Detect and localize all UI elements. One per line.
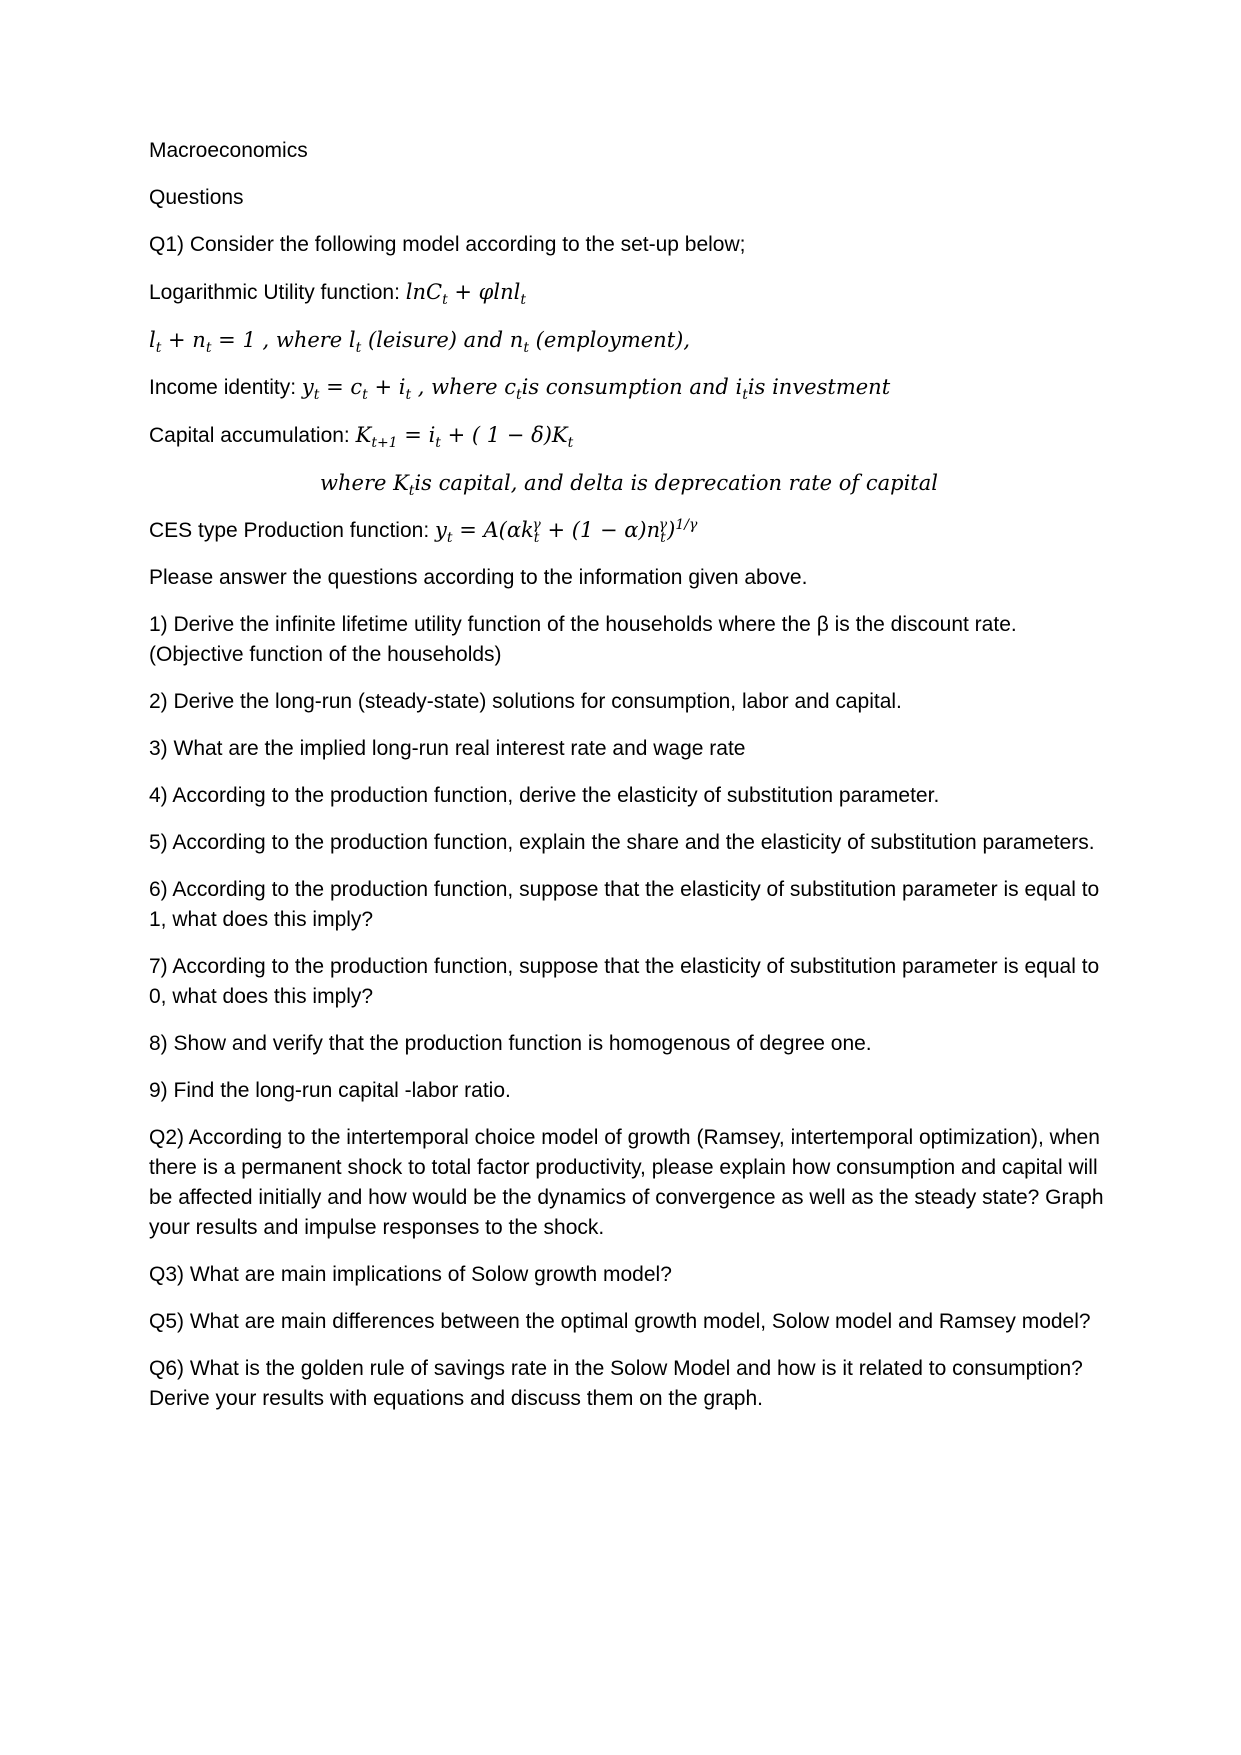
- capital-line: [149, 420, 1109, 451]
- question-9: 9) Find the long-run capital -labor ratio.: [149, 1079, 511, 1102]
- capital-formula: $K_{t+1} = i_t$ + ( $1 - \delta)K_t$: [355, 423, 574, 452]
- production-formula: $y_t = A(\alpha k_t^\gamma + (1 - \alpha)n_t^\gamma)^{1/\gamma}$: [435, 517, 698, 547]
- question-4: 4) According to the production function, derive the elasticity of substitution parameter.: [149, 784, 940, 807]
- question-5: 5) According to the production function, explain the share and the elasticity of substitution parameters.: [149, 831, 1095, 854]
- capital-note: where $K_tis$ capital, and delta is deprecation rate of capital: [320, 471, 938, 500]
- document-title: Macroeconomics: [149, 139, 308, 162]
- utility-formula: lnC$_t$ + φlnl$_t$: [405, 280, 526, 309]
- question-2: 2) Derive the long-run (steady-state) solutions for consumption, labor and capital.: [149, 690, 902, 713]
- utility-line: [149, 277, 1109, 308]
- income-line: [149, 372, 1109, 403]
- question-3: 3) What are the implied long-run real interest rate and wage rate: [149, 737, 746, 760]
- question-q3: Q3) What are main implications of Solow growth model?: [149, 1263, 672, 1286]
- constraint-formula: $l_t + n_t = 1$ , where $l_t$ (leisure) and $n_t$ (employment),: [149, 328, 691, 357]
- question-8: 8) Show and verify that the production function is homogenous of degree one.: [149, 1032, 872, 1055]
- question-7: 7) According to the production function, suppose that the elasticity of substitution parameter is equal to 0, what does this imply?: [149, 955, 1100, 1008]
- production-label: CES type Production function:: [149, 519, 430, 542]
- q1-intro: Q1) Consider the following model according to the set-up below;: [149, 233, 746, 256]
- document-subtitle: Questions: [149, 186, 244, 209]
- utility-label: Logarithmic Utility function:: [149, 281, 400, 304]
- question-q6: Q6) What is the golden rule of savings rate in the Solow Model and how is it related to consumption? Derive your results with equations and discuss them on the graph.: [149, 1357, 1083, 1410]
- production-line: [149, 515, 1109, 546]
- income-label: Income identity:: [149, 376, 297, 399]
- question-q2: Q2) According to the intertemporal choice model of growth (Ramsey, intertemporal optimization), when there is a permanent shock to total factor productivity, please explain how consumption and capital will be affected initially and how would be the dynamics of convergence as well as the steady state? Graph your results and impulse responses to the shock.: [149, 1126, 1104, 1239]
- question-6: 6) According to the production function, suppose that the elasticity of substitution parameter is equal to 1, what does this imply?: [149, 878, 1100, 931]
- income-formula: $y_t = c_t + i_t$ , where $c_tis$ consumption and $i_tis$ investment: [301, 375, 891, 404]
- question-1: 1) Derive the infinite lifetime utility function of the households where the β is the discount rate. (Objective function of the households): [149, 613, 1017, 666]
- instruction: Please answer the questions according to the information given above.: [149, 566, 808, 589]
- document-body: [149, 136, 1109, 1431]
- capital-label: Capital accumulation:: [149, 424, 350, 447]
- question-q5: Q5) What are main differences between the optimal growth model, Solow model and Ramsey model?: [149, 1310, 1091, 1333]
